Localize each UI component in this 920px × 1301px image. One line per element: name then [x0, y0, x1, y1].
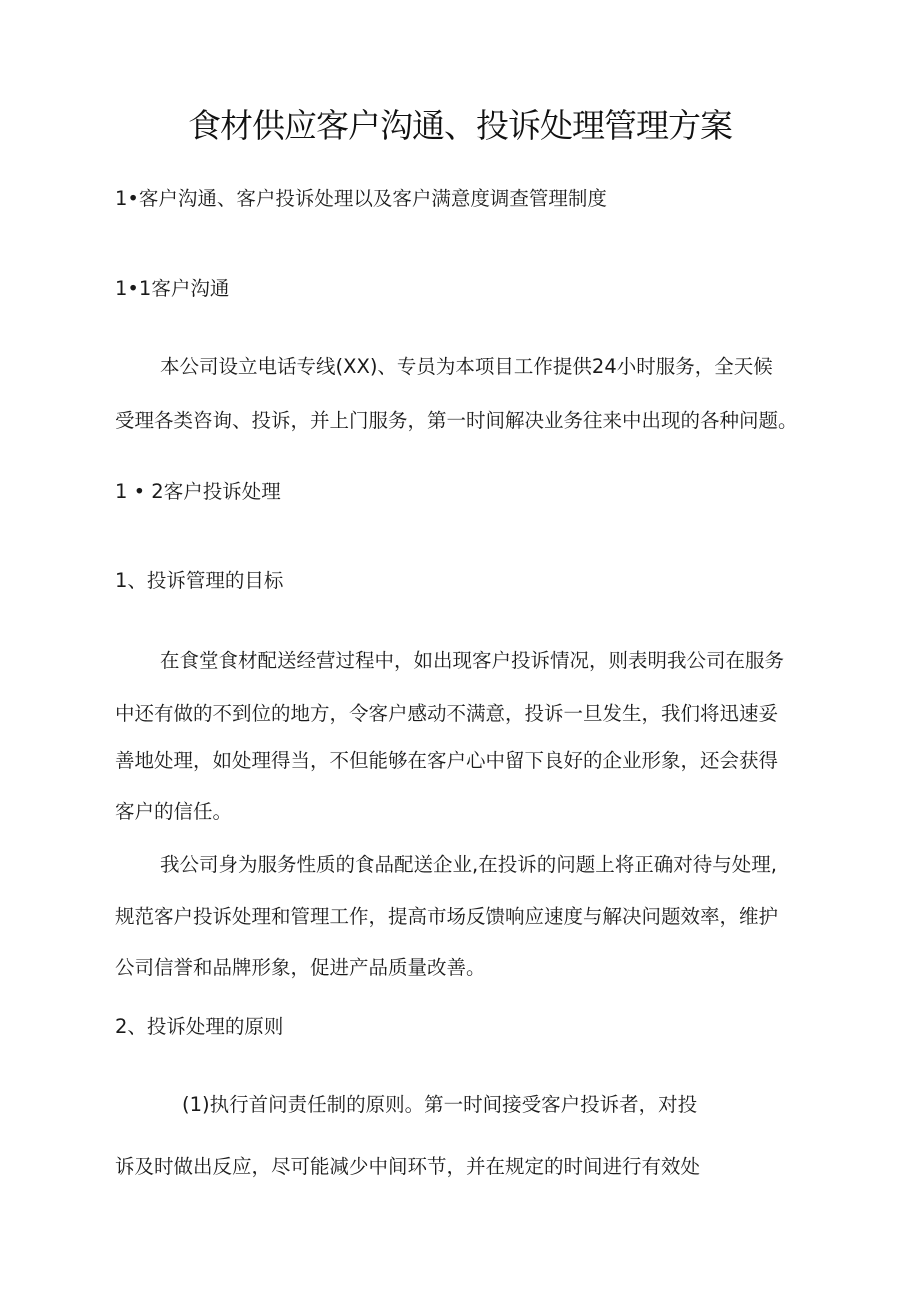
paragraph-2-line-4: 客户的信任。 — [115, 800, 233, 823]
paragraph-2-line-2: 中还有做的不到位的地方，令客户感动不满意，投诉一旦发生，我们将迅速妥 — [115, 702, 779, 725]
section-heading-1: 1•客户沟通、客户投诉处理以及客户满意度调查管理制度 — [115, 187, 607, 210]
section-heading-1-1: 1•1客户沟通 — [115, 277, 230, 300]
paragraph-3-line-3: 公司信誉和品牌形象，促进产品质量改善。 — [115, 956, 486, 979]
subheading-principle: 2、投诉处理的原则 — [115, 1015, 284, 1038]
paragraph-2-line-1: 在食堂食材配送经营过程中，如出现客户投诉情况，则表明我公司在服务 — [160, 649, 785, 672]
paragraph-4-line-1: (1)执行首问责任制的原则。第一时间接受客户投诉者，对投 — [182, 1093, 698, 1116]
paragraph-4-line-2: 诉及时做出反应，尽可能减少中间环节，并在规定的时间进行有效处 — [115, 1155, 701, 1178]
section-heading-1-2: 1 • 2客户投诉处理 — [115, 480, 281, 503]
subheading-goal: 1、投诉管理的目标 — [115, 569, 284, 592]
paragraph-1-line-1: 本公司设立电话专线(XX)、专员为本项目工作提供24小时服务，全天候 — [160, 355, 773, 378]
paragraph-1-line-2: 受理各类咨询、投诉，并上门服务，第一时间解决业务往来中出现的各种问题。 — [115, 409, 798, 432]
paragraph-3-line-1: 我公司身为服务性质的食品配送企业,在投诉的问题上将正确对待与处理, — [160, 853, 777, 876]
document-title: 食材供应客户沟通、投诉处理管理方案 — [188, 106, 732, 145]
paragraph-2-line-3: 善地处理，如处理得当，不但能够在客户心中留下良好的企业形象，还会获得 — [115, 749, 779, 772]
paragraph-3-line-2: 规范客户投诉处理和管理工作，提高市场反馈响应速度与解决问题效率，维护 — [115, 905, 779, 928]
